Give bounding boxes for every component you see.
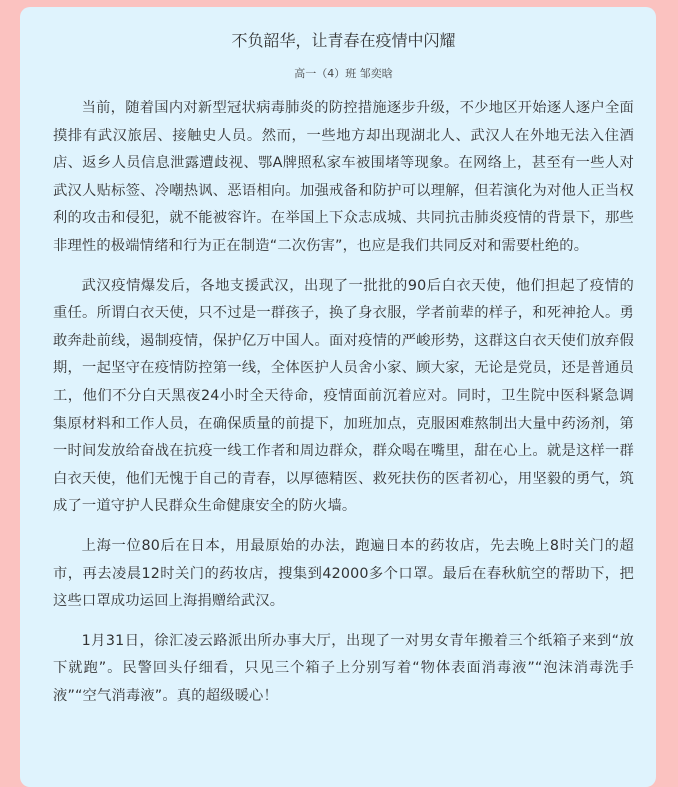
article-card [20,7,656,787]
article-paragraph-4: 1月31日，徐汇凌云路派出所办事大厅，出现了一对男女青年搬着三个纸箱子来到“放下就跑”。民警回头仔细看，只见三个箱子上分别写着“物体表面消毒液”“泡沫消毒洗手液”“空气消毒液”。真的超级暖心！ [53,632,634,704]
article-paragraph-1: 当前，随着国内对新型冠状病毒肺炎的防控措施逐步升级，不少地区开始逐人逐户全面摸排有武汉旅居、接触史人员。然而，一些地方却出现湖北人、武汉人在外地无法入住酒店、返乡人员信息泄露遭歧视、鄂A牌照私家车被围堵等现象。在网络上，甚至有一些人对武汉人贴标签、冷嘲热讽、恶语相向。加强戒备和防护可以理解，但若演化为对他人正当权利的攻击和侵犯，就不能被容许。在举国上下众志成城、共同抗击肺炎疫情的背景下，那些非理性的极端情绪和行为正在制造“二次伤害”，也应是我们共同反对和需要杜绝的。 [53,100,634,254]
article-paragraph-3: 上海一位80后在日本，用最原始的办法，跑遍日本的药妆店，先去晚上8时关门的超市，再去凌晨12时关门的药妆店，搜集到42000多个口罩。最后在春秋航空的帮助下，把这些口罩成功运回上海捐赠给武汉。 [53,537,634,610]
article-title: 不负韶华，让青春在疫情中闪耀 [231,31,456,50]
article-byline: 高一（4）班 邹奕晗 [294,67,393,80]
article-paragraph-2: 武汉疫情爆发后，各地支援武汉，出现了一批批的90后白衣天使，他们担起了疫情的重任。所谓白衣天使，只不过是一群孩子，换了身衣服，学者前辈的样子，和死神抢人。勇敢奔赴前线，遏制疫情，保护亿万中国人。面对疫情的严峻形势，这群这白衣天使们放弃假期，一起坚守在疫情防控第一线，全体医护人员舍小家、顾大家，无论是党员，还是普通员工，他们不分白天黑夜24小时全天待命，疫情面前沉着应对。同时，卫生院中医科紧急调集原材料和工作人员，在确保质量的前提下，加班加点，克服困难熬制出大量中药汤剂，第一时间发放给奋战在抗疫一线工作者和周边群众，群众喝在嘴里，甜在心上。就是这样一群白衣天使，他们无愧于自己的青春，以厚德精医、救死扶伤的医者初心，用坚毅的勇气，筑成了一道守护人民群众生命健康安全的防火墙。 [53,277,634,515]
